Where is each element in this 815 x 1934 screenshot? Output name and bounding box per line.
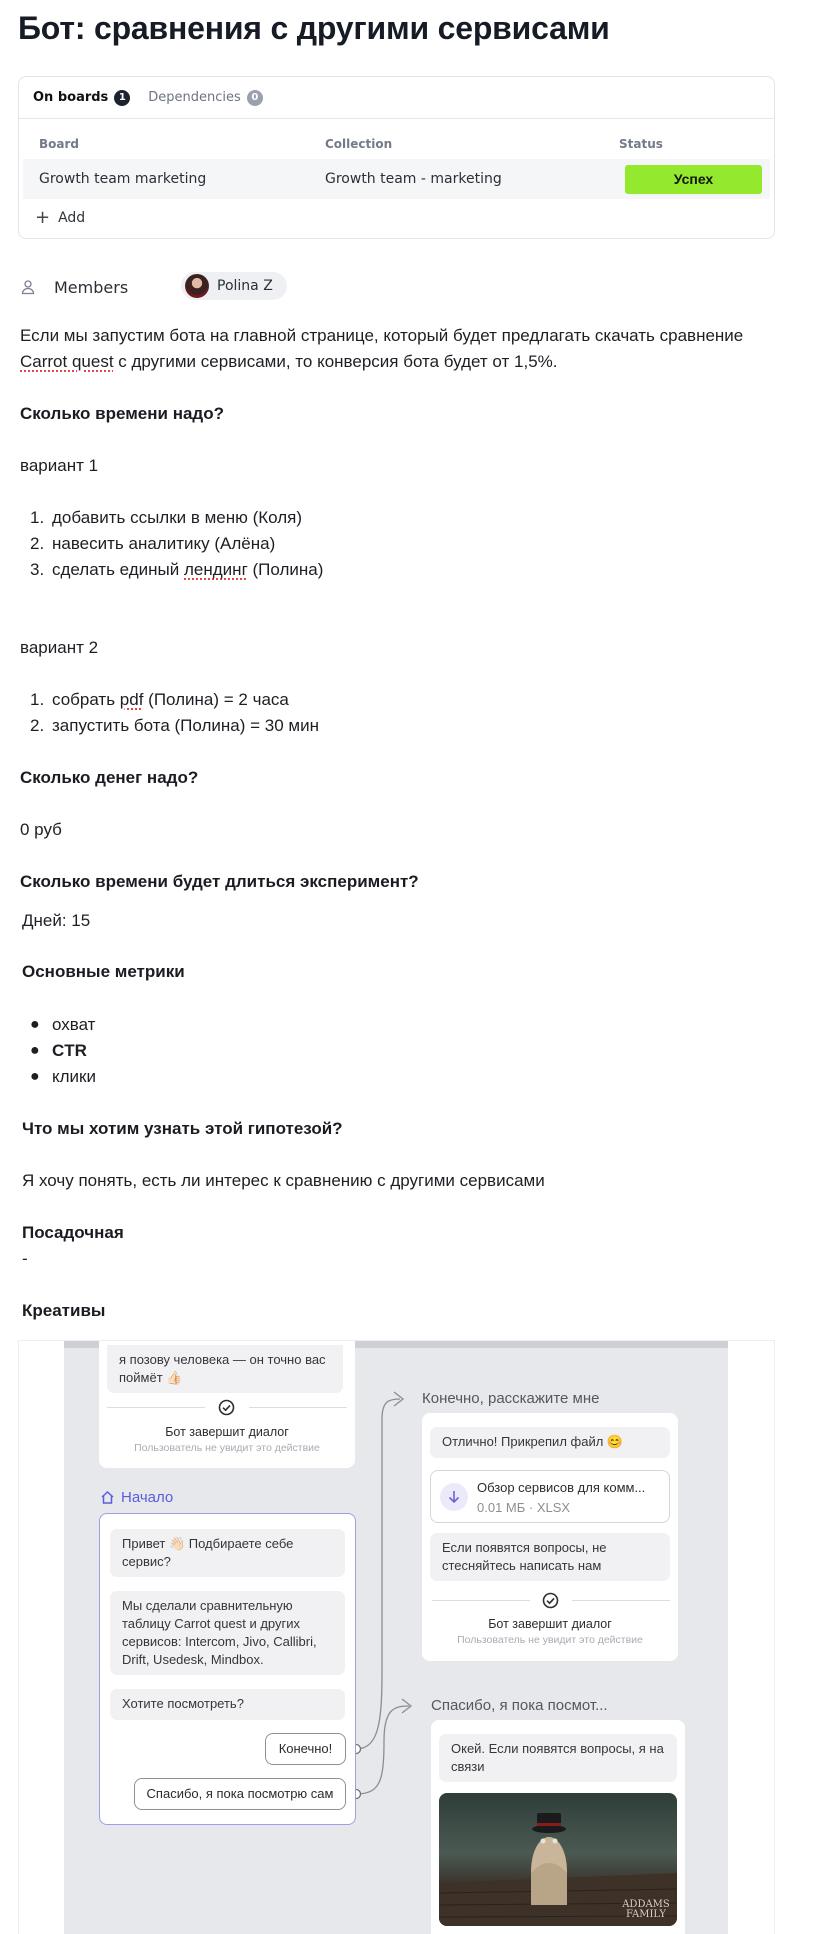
end-dialog-subtitle: Пользователь не увидит это действие	[134, 1442, 320, 1454]
check-circle-icon	[542, 1592, 559, 1609]
column-header-collection: Collection	[325, 137, 393, 151]
member-chip[interactable]	[181, 272, 287, 300]
attached-file[interactable]	[430, 1470, 670, 1523]
tab-count-badge: 0	[247, 90, 263, 106]
intro-text: Если мы запустим бота на главной странице, который будет предлагать скачать сравнение	[20, 326, 744, 345]
branch-label: Спасибо, я пока посмот...	[431, 1697, 608, 1714]
boards-panel	[18, 76, 775, 239]
variant-2-list	[30, 687, 319, 739]
add-label: Add	[58, 209, 86, 226]
goal-text: Я хочу понять, есть ли интерес к сравнению с другими сервисами	[22, 1171, 545, 1190]
bot-flow-canvas	[64, 1341, 728, 1934]
list-item-text: собрать	[52, 690, 120, 709]
money-value: 0 руб	[20, 820, 62, 839]
divider	[249, 1407, 347, 1408]
variant-1-list	[30, 505, 323, 583]
list-item: 2. навесить аналитику (Алёна)	[30, 531, 323, 557]
message-bubble: Окей. Если появятся вопросы, я на связи	[439, 1734, 677, 1782]
list-item-text: запустить бота (Полина) = 30 мин	[52, 716, 319, 735]
plus-icon: +	[35, 207, 51, 228]
table-row[interactable]	[23, 159, 770, 199]
message-bubble: Мы сделали сравнительную таблицу Carrot quest и других сервисов: Intercom, Jivo, Callibri, Drift, Usedesk, Mindbox.	[110, 1591, 345, 1675]
list-item: ● охват	[30, 1012, 96, 1038]
divider	[107, 1407, 205, 1408]
landing-value: -	[22, 1249, 28, 1268]
end-dialog-title: Бот завершит диалог	[165, 1425, 289, 1439]
branch-node-card[interactable]	[431, 1720, 685, 1934]
page-title: Бот: сравнения с другими сервисами	[18, 10, 610, 46]
message-bubble: Хотите посмотреть?	[110, 1689, 345, 1720]
list-item: 3. сделать единый лендинг (Полина)	[30, 560, 324, 579]
metric-text: CTR	[52, 1041, 87, 1060]
home-icon	[100, 1490, 115, 1505]
tab-on-boards[interactable]	[33, 90, 130, 106]
members-row	[18, 272, 418, 302]
end-dialog-title: Бот завершит диалог	[488, 1617, 612, 1631]
message-bubble: я позову человека — он точно вас поймёт 👍🏻	[107, 1345, 343, 1393]
variant-2-label: вариант 2	[20, 638, 99, 657]
duration-value: Дней: 15	[22, 911, 91, 930]
reply-button-later[interactable]: Спасибо, я пока посмотрю сам	[134, 1778, 346, 1810]
message-bubble: Если появятся вопросы, не стесняйтесь написать нам	[430, 1533, 670, 1581]
intro-brand: Carrot quest	[20, 352, 114, 371]
divider	[572, 1600, 670, 1601]
branch-node-card[interactable]	[422, 1413, 678, 1661]
reply-button-yes[interactable]: Конечно!	[265, 1733, 346, 1765]
status-badge[interactable]: Успех	[625, 165, 762, 194]
list-item: ● клики	[30, 1064, 96, 1090]
column-header-status: Status	[619, 137, 663, 151]
message-bubble: Отлично! Прикрепил файл 😊	[430, 1427, 670, 1458]
collection-name[interactable]: Growth team - marketing	[325, 171, 502, 187]
start-node-card[interactable]	[99, 1513, 356, 1825]
column-header-board: Board	[39, 137, 79, 151]
tab-count-badge: 1	[114, 90, 130, 106]
metric-text: охват	[52, 1015, 96, 1034]
check-circle-icon	[218, 1399, 235, 1416]
branch-label: Конечно, расскажите мне	[422, 1390, 600, 1407]
tab-label: Dependencies	[148, 90, 241, 105]
metric-text: клики	[52, 1067, 96, 1086]
intro-text-rest: с другими сервисами, то конверсия бота будет от 1,5%.	[113, 352, 558, 371]
divider	[432, 1600, 530, 1601]
list-item-text: (Полина)	[247, 560, 324, 579]
boards-tabs	[19, 77, 774, 119]
list-item-word: pdf	[119, 690, 144, 709]
movie-logo: ADDAMS FAMILY	[622, 1899, 670, 1920]
message-bubble: Привет 👋🏻 Подбираете себе сервис?	[110, 1529, 345, 1577]
tab-dependencies[interactable]	[148, 90, 263, 106]
list-item-text: навесить аналитику (Алёна)	[52, 534, 276, 553]
metrics-list	[30, 1012, 96, 1090]
heading-duration: Сколько времени будет длиться эксперимент?	[20, 872, 419, 891]
variant-1-label: вариант 1	[20, 456, 99, 475]
members-label: Members	[54, 277, 129, 297]
start-node-title	[100, 1489, 173, 1506]
list-item-text: (Полина) = 2 часа	[143, 690, 289, 709]
heading-goal: Что мы хотим узнать этой гипотезой?	[22, 1119, 343, 1138]
file-meta: 0.01 МБ · XLSX	[477, 1500, 571, 1515]
list-item-word: лендинг	[184, 560, 248, 579]
heading-money: Сколько денег надо?	[20, 768, 199, 787]
list-item-text: сделать единый	[52, 560, 184, 579]
board-name[interactable]: Growth team marketing	[39, 171, 207, 187]
person-icon	[20, 279, 36, 295]
download-icon	[440, 1483, 468, 1511]
heading-creatives: Креативы	[22, 1301, 106, 1320]
creative-screenshot	[18, 1340, 775, 1934]
tab-label: On boards	[33, 90, 109, 105]
table-header	[19, 129, 774, 159]
list-item: 1. собрать pdf (Полина) = 2 часа	[30, 690, 289, 709]
list-item: ● CTR	[30, 1038, 96, 1064]
file-name: Обзор сервисов для комм...	[477, 1480, 646, 1495]
gif-image	[439, 1793, 677, 1926]
list-item: 2. запустить бота (Полина) = 30 мин	[30, 713, 319, 739]
avatar	[185, 274, 209, 298]
end-dialog-subtitle: Пользователь не увидит это действие	[457, 1634, 643, 1646]
previous-node-card[interactable]	[99, 1341, 355, 1468]
intro-paragraph	[20, 323, 790, 375]
heading-time: Сколько времени надо?	[20, 404, 224, 423]
heading-metrics: Основные метрики	[22, 962, 185, 981]
start-label: Начало	[121, 1489, 174, 1506]
list-item: 1. добавить ссылки в меню (Коля)	[30, 505, 323, 531]
list-item-text: добавить ссылки в меню (Коля)	[52, 508, 303, 527]
add-board-button[interactable]	[35, 207, 85, 228]
member-name: Polina Z	[217, 278, 273, 294]
heading-landing: Посадочная	[22, 1223, 124, 1242]
